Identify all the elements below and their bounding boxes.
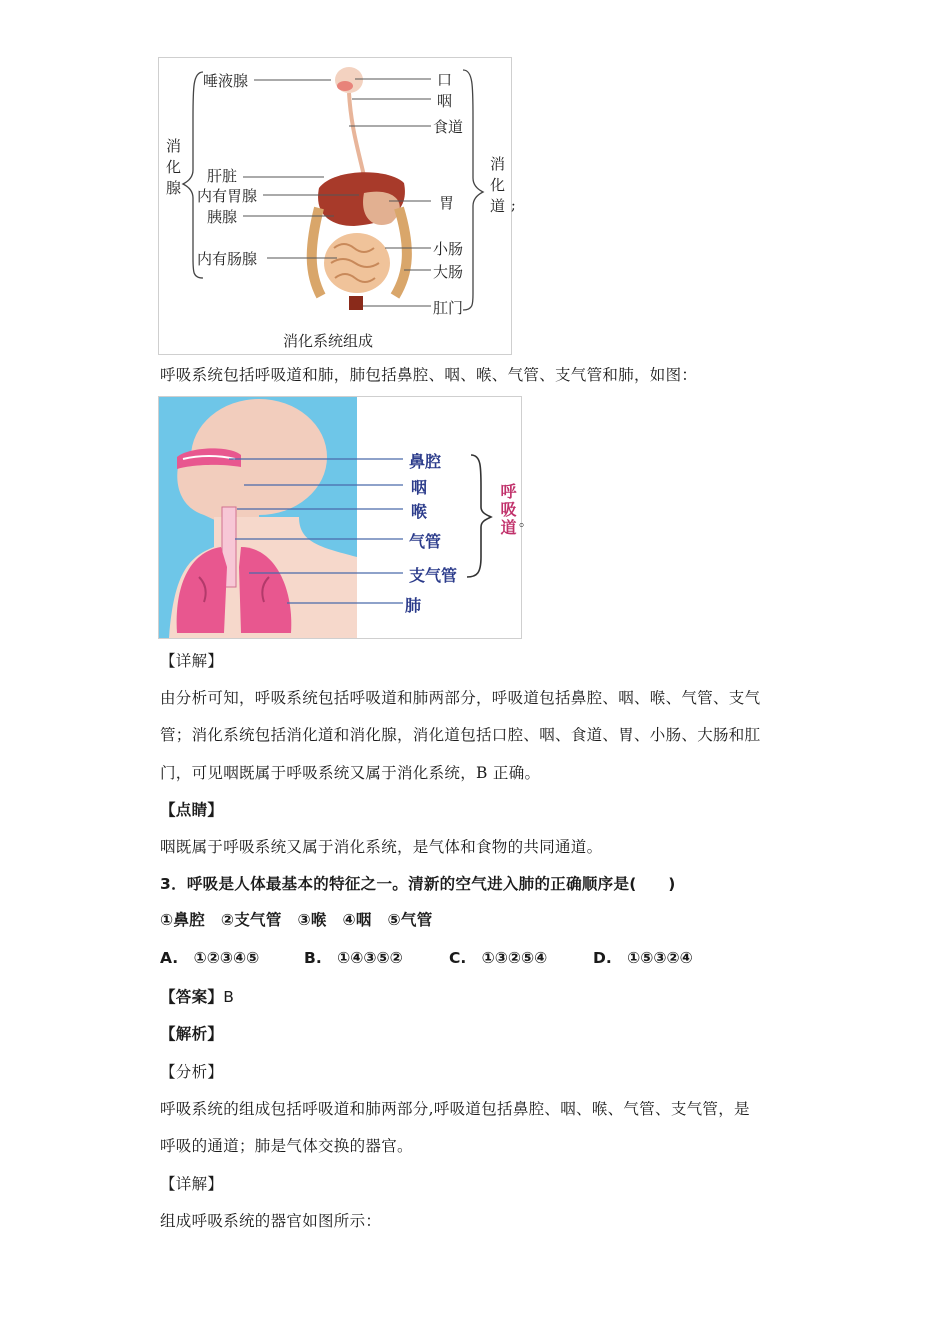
digestive-gland-group-label: 消化腺 — [164, 138, 182, 201]
option-c — [449, 949, 547, 967]
answer-value: B — [223, 988, 235, 1006]
label-mouth: 口 — [437, 71, 453, 89]
detail-heading-1: 【详解】 — [160, 652, 224, 670]
label-stomach: 胃 — [439, 194, 455, 212]
option-d — [593, 949, 693, 967]
label-salivary-gland: 唾液腺 — [203, 72, 249, 90]
option-c-label: C. — [449, 949, 467, 967]
question-items: ①鼻腔 ②支气管 ③喉 ④咽 ⑤气管 — [160, 911, 433, 929]
label-pancreas: 胰腺 — [207, 208, 238, 226]
detail-line-1: 由分析可知，呼吸系统包括呼吸道和肺两部分，呼吸道包括鼻腔、咽、喉、气管、支气 — [160, 689, 761, 707]
option-a-text: ①②③④⑤ — [193, 949, 260, 967]
comment-heading: 【点睛】 — [160, 801, 224, 819]
option-a — [160, 949, 259, 967]
respiratory-tract-group-label: 呼吸道 — [498, 483, 517, 537]
digestive-tract-group-label: 消化道 — [488, 156, 506, 219]
label-intestinal-gland: 内有肠腺 — [197, 250, 258, 268]
digestive-system-figure — [158, 57, 512, 355]
label-large-intestine: 大肠 — [433, 263, 464, 281]
label-trachea: 气管 — [409, 532, 442, 551]
detail-line-2: 管；消化系统包括消化道和消化腺，消化道包括口腔、咽、食道、胃、小肠、大肠和肛 — [160, 726, 761, 744]
label-gastric-gland: 内有胃腺 — [197, 187, 258, 205]
option-c-text: ①③②⑤④ — [481, 949, 548, 967]
answer-row — [160, 987, 234, 1007]
fenxi-heading: 【分析】 — [160, 1063, 224, 1081]
respiratory-intro-paragraph: 呼吸系统包括呼吸道和肺，肺包括鼻腔、咽、喉、气管、支气管和肺，如图： — [160, 366, 698, 384]
label-anus: 肛门 — [433, 299, 464, 317]
label-pharynx: 咽 — [437, 92, 453, 110]
fenxi-line-1: 呼吸系统的组成包括呼吸道和肺两部分,呼吸道包括鼻腔、咽、喉、气管、支气管，是 — [160, 1100, 750, 1118]
option-d-label: D. — [593, 949, 612, 967]
question-stem: 3．呼吸是人体最基本的特征之一。清新的空气进入肺的正确顺序是( ) — [160, 875, 676, 893]
answer-label: 【答案】 — [160, 988, 224, 1006]
label-larynx: 喉 — [411, 502, 428, 521]
respiratory-system-figure — [158, 396, 522, 639]
option-b — [304, 949, 403, 967]
option-b-label: B. — [304, 949, 322, 967]
analysis-heading: 【解析】 — [160, 1025, 224, 1043]
label-small-intestine: 小肠 — [433, 240, 464, 258]
option-b-text: ①④③⑤② — [337, 949, 403, 967]
digestive-figure-caption: 消化系统组成 — [283, 332, 374, 350]
figure1-trailing-mark: ; — [511, 198, 516, 214]
label-bronchi: 支气管 — [409, 566, 458, 585]
label-liver: 肝脏 — [207, 167, 238, 185]
label-nasal-cavity: 鼻腔 — [409, 452, 442, 471]
detail-line-3: 门，可见咽既属于呼吸系统又属于消化系统，B 正确。 — [160, 764, 541, 782]
figure2-trailing-mark: 。 — [519, 514, 533, 530]
fenxi-line-2: 呼吸的通道；肺是气体交换的器官。 — [160, 1137, 413, 1155]
option-a-label: A. — [160, 949, 179, 967]
last-line: 组成呼吸系统的器官如图所示： — [160, 1212, 382, 1230]
comment-line: 咽既属于呼吸系统又属于消化系统，是气体和食物的共同通道。 — [160, 838, 603, 856]
detail-heading-2: 【详解】 — [160, 1175, 224, 1193]
respiratory-illustration — [159, 397, 521, 638]
label-esophagus: 食道 — [433, 118, 464, 136]
option-d-text: ①⑤③②④ — [627, 949, 693, 967]
label-lung: 肺 — [405, 596, 422, 615]
label-pharynx-resp: 咽 — [411, 478, 428, 497]
